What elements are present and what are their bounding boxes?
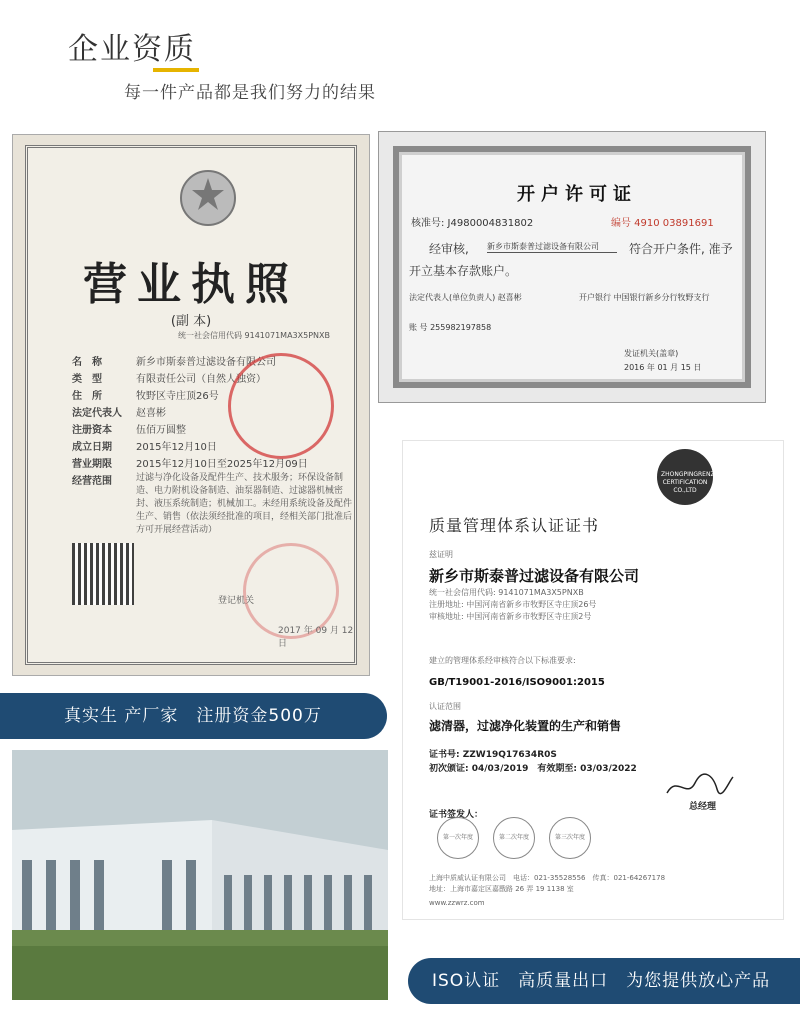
annual-seal-label: 第二次年度 xyxy=(498,834,529,841)
permit-issuer: 发证机关(盖章) xyxy=(624,349,679,358)
permit-approval-no: 核准号: J4980004831802 xyxy=(411,218,534,229)
red-seal-stamp xyxy=(228,353,334,459)
page-title: 企业资质 xyxy=(68,32,196,67)
annual-seal xyxy=(549,817,591,859)
license-row xyxy=(72,353,362,368)
license-row-value: 伍佰万圆整 xyxy=(136,425,186,436)
national-emblem-icon xyxy=(178,168,238,228)
permit-bank: 开户银行 中国银行新乡分行牧野支行 xyxy=(579,293,710,302)
cert-standard: GB/T19001-2016/ISO9001:2015 xyxy=(429,677,605,688)
permit-condition: 符合开户条件, 准予 xyxy=(629,242,733,256)
cert-title: 质量管理体系认证证书 xyxy=(429,516,600,535)
cert-website: www.zzwrz.com xyxy=(429,899,485,907)
signature-mark xyxy=(665,771,735,801)
business-license xyxy=(12,134,370,676)
license-business-scope: 过滤与净化设备及配件生产、技术服务；环保设备制造、电力附机设备制造、油泵器制造、过滤器机械密封、液压系统制造；机械加工。未经用系统设备及配件生产、销售（依法须经批准的项目，经相关部门批准后方可开展经营活动） xyxy=(136,473,353,535)
license-row-key: 住 所 xyxy=(72,391,102,402)
license-row xyxy=(72,455,362,470)
annual-seal-label: 第一次年度 xyxy=(442,834,473,841)
license-title: 营业执照 xyxy=(83,259,299,310)
license-credit-code: 统一社会信用代码 9141071MA3X5PNXB xyxy=(178,331,330,340)
license-row-key: 法定代表人 xyxy=(72,408,122,419)
page-subtitle: 每一件产品都是我们努力的结果 xyxy=(124,83,376,103)
permit-legal-rep: 法定代表人(单位负责人) 赵喜彬 xyxy=(409,293,522,302)
permit-frame xyxy=(393,146,751,388)
license-row-key: 成立日期 xyxy=(72,442,112,453)
bank-account-permit xyxy=(378,131,766,403)
license-row-key: 类 型 xyxy=(72,374,102,385)
permit-issue-date: 2016 年 01 月 15 日 xyxy=(624,363,702,372)
cert-manager: 总经理 xyxy=(689,802,717,812)
license-row-key: 注册资本 xyxy=(72,425,112,436)
license-row-value: 有限责任公司（自然人独资） xyxy=(136,374,266,385)
cert-scope: 滤清器，过滤净化装置的生产和销售 xyxy=(429,719,622,733)
banner-manufacturer: 真实生 产厂家 注册资金500万 xyxy=(0,693,387,739)
license-row-value: 2015年12月10日 xyxy=(136,442,217,453)
cert-label: 兹证明 xyxy=(429,550,453,559)
iso-certificate xyxy=(402,440,784,920)
permit-account: 账 号 255982197858 xyxy=(409,323,492,332)
license-registrar: 登记机关 xyxy=(218,596,255,606)
qr-code xyxy=(72,543,134,605)
license-date: 2017 年 09 月 12 日 xyxy=(278,626,354,649)
banner-iso-certification: ISO认证 高质量出口 为您提供放心产品 xyxy=(408,958,800,1004)
license-frame xyxy=(25,145,357,665)
title-accent-bar xyxy=(153,68,199,72)
cert-company: 新乡市斯泰普过滤设备有限公司 xyxy=(429,567,640,585)
permit-approved-text: 经审核, xyxy=(429,242,469,256)
license-row-value: 赵喜彬 xyxy=(136,408,166,419)
license-row-key: 名 称 xyxy=(72,357,102,368)
license-row-value: 2015年12月10日至2025年12月09日 xyxy=(136,459,308,470)
license-copy-label: (副 本) xyxy=(170,314,212,329)
license-row-key: 经营范围 xyxy=(72,476,112,487)
cert-issuer-org: 上海中质威认证有限公司 电话：021-35528556 传真：021-64267178 xyxy=(429,874,666,882)
certification-logo-icon xyxy=(657,449,733,505)
cert-issue-date: 初次颁证: 04/03/2019 有效期至: 03/03/2022 xyxy=(429,764,637,774)
factory-photo xyxy=(12,750,388,1000)
permit-account-open: 开立基本存款账户。 xyxy=(409,264,518,278)
annual-seal-label: 第三次年度 xyxy=(554,834,585,841)
factory-building-illustration xyxy=(12,750,388,1000)
cert-issuer-address: 地址：上海市嘉定区嘉戬路 26 弄 19 1138 室 xyxy=(429,885,574,893)
permit-title: 开户许可证 xyxy=(517,184,637,205)
cert-number: 证书号: ZZW19Q17634R0S xyxy=(429,750,557,760)
cert-logo-text: ZHONGPINGRENZHENG CERTIFICATION CO.,LTD xyxy=(661,471,733,494)
annual-seal xyxy=(493,817,535,859)
license-row-value: 新乡市斯泰普过滤设备有限公司 xyxy=(136,357,276,368)
cert-audit-address: 审核地址: 中国河南省新乡市牧野区寺庄顶2号 xyxy=(429,612,592,621)
permit-company: 新乡市斯泰普过滤设备有限公司 xyxy=(487,241,617,253)
cert-scope-label: 认证范围 xyxy=(429,702,461,711)
cert-signer: 证书签发人： xyxy=(429,810,484,820)
annual-seal xyxy=(437,817,479,859)
permit-serial-no: 编号 4910 03891691 xyxy=(611,218,714,229)
license-row-key: 营业期限 xyxy=(72,459,112,470)
license-row-value: 牧野区寺庄顶26号 xyxy=(136,391,219,402)
cert-established: 建立的管理体系经审核符合以下标准要求: xyxy=(429,656,576,665)
cert-reg-address: 注册地址: 中国河南省新乡市牧野区寺庄顶26号 xyxy=(429,600,597,609)
cert-credit-code: 统一社会信用代码: 9141071MA3X5PNXB xyxy=(429,588,584,597)
